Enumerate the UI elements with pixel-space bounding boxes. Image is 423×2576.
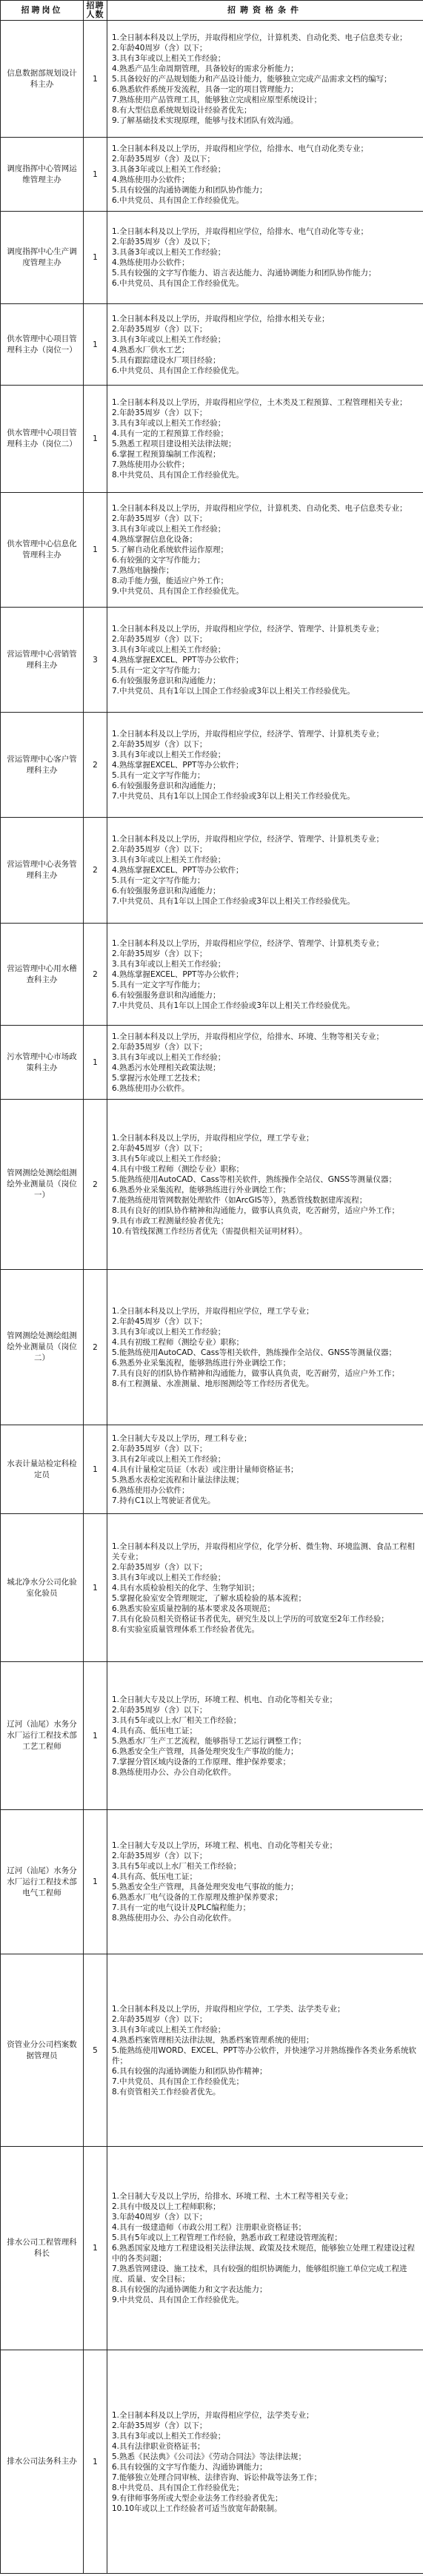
requirements-cell <box>107 1100 423 1270</box>
requirement-item: 8.中共党员、具有国企工作经验优先。 <box>112 471 244 480</box>
requirement-item: 1.全日制本科及以上学历，并取得相应学位，经济学、管理学、计算机类专业； <box>112 835 384 844</box>
requirement-item: 6.熟悉国家及地方工程建设相关法律法规、政策及技术规范，能够独立处理工程建设过程中的各类问题； <box>112 2244 416 2263</box>
requirement-item: 6.中共党员、具有国企工作经验优先。 <box>112 279 244 288</box>
requirement-item: 5.熟悉《民法典》《公司法》《劳动合同法》等法律法规； <box>112 2452 307 2461</box>
position-cell: 营运管理中心表务管理科主办 <box>1 818 84 924</box>
table-row <box>1 1514 423 1662</box>
requirement-item: 1.全日制本科及以上学历，并取得相应学位，法学类专业； <box>112 2410 314 2420</box>
requirement-item: 4.具有初级工程师（测绘专业）职称； <box>112 1337 244 1347</box>
position-cell: 城北净水分公司化验室化验员 <box>1 1514 84 1662</box>
position-cell: 供水管理中心项目管理科主办（岗位二） <box>1 386 84 493</box>
requirement-item: 8.有资管相关工作经验者优先。 <box>112 2087 221 2096</box>
requirement-item: 1.全日制本科及以上学历，并取得相应学位，给排水、电气自动化类专业； <box>112 144 369 153</box>
position-cell: 管网测绘处测绘组测绘外业测量员（岗位二） <box>1 1270 84 1425</box>
requirement-item: 2.年龄35周岁（含）以下； <box>112 634 207 644</box>
position-cell: 调度指挥中心管网运维管理主办 <box>1 138 84 212</box>
table-header-row <box>1 1 423 21</box>
count-cell: 2 <box>84 818 107 924</box>
count-cell: 1 <box>84 304 107 386</box>
requirement-item: 6.熟悉水厂电气设备的工作原理及维护保养要求； <box>112 1893 283 1902</box>
requirements-cell <box>107 818 423 924</box>
position-cell: 供水管理中心信息化管理科主办 <box>1 493 84 608</box>
position-cell: 污水管理中心市场政策科主办 <box>1 1026 84 1100</box>
requirement-item: 9.有律师事务所或大型企业法务工作经验者优先； <box>112 2493 283 2503</box>
requirement-item: 6.有较强服务意识和沟通能力； <box>112 990 221 1000</box>
requirement-item: 3.具有3年或以上相关工作经验； <box>112 959 226 969</box>
requirements-cell <box>107 1514 423 1662</box>
requirements-cell <box>107 21 423 138</box>
count-cell: 1 <box>84 2147 107 2350</box>
requirement-item: 1.全日制大专及以上学历，给排水、环境工程、土木工程等相关专业； <box>112 2192 353 2201</box>
requirement-item: 4.熟练掌握EXCEL、PPT等办公软件； <box>112 760 244 770</box>
count-cell: 1 <box>84 386 107 493</box>
requirement-item: 1.全日制本科及以上学历，并取得相应学位，给排水相关专业； <box>112 314 330 323</box>
requirement-item: 2.年龄35周岁（含）以下； <box>112 2421 207 2430</box>
requirement-item: 3.具有3年或以上相关工作经验； <box>112 2025 226 2034</box>
requirement-item: 4.熟练掌握EXCEL、PPT等办公软件； <box>112 969 244 979</box>
requirement-item: 5.能熟练使用WORD、EXCEL、PPT等办公软件，并快速学习并熟练操作各类业务系统软件； <box>112 2045 417 2065</box>
requirement-item: 7.持有C1以上驾驶证者优先。 <box>112 1496 216 1505</box>
count-cell: 5 <box>84 1954 107 2147</box>
count-cell: 1 <box>84 138 107 212</box>
requirement-item: 3.具有3年或以上相关工作经验； <box>112 419 226 428</box>
requirement-item: 7.能够独立处理合同审核、法律咨询、诉讼仲裁等法务工作； <box>112 2472 322 2482</box>
requirement-item: 8.具有良好的团队协作精神和沟通能力，做事认真负责，吃苦耐劳，适应户外工作； <box>112 1205 400 1215</box>
header-count: 招聘人数 <box>84 1 107 21</box>
requirement-item: 3.具有5年或以上相关工作经验； <box>112 1154 226 1163</box>
requirement-item: 5.具有一定文字写作能力； <box>112 770 205 780</box>
requirement-item: 2.年龄45周岁（含）以下； <box>112 1143 207 1153</box>
requirement-item: 6.中共党员、具有国企工作经验优先。 <box>112 366 244 375</box>
requirements-cell <box>107 713 423 818</box>
requirement-item: 4.熟悉档案管理相关法律法规，熟悉档案管理系统的使用； <box>112 2035 314 2045</box>
requirement-item: 3.具有3年或以上相关工作经验； <box>112 1327 226 1336</box>
requirement-item: 2.年龄35周岁（含）以下； <box>112 949 207 958</box>
requirement-item: 7.掌握分管区域内设备的工作原理、维护保养要求； <box>112 1757 291 1766</box>
requirement-item: 5.具有一定文字写作能力； <box>112 980 205 989</box>
requirement-item: 4.熟练掌握信息化设备； <box>112 535 198 544</box>
requirement-item: 7.中共党员、具有国企工作经验优先； <box>112 2076 244 2086</box>
requirement-item: 7.中共党员、具有1年以上国企工作经验或3年以上相关工作经验优先。 <box>112 686 355 696</box>
requirements-cell <box>107 608 423 713</box>
requirement-item: 2.年龄35周岁（含）以下； <box>112 845 207 854</box>
requirement-item: 2.年龄35周岁（含）以下； <box>112 1562 207 1572</box>
table-row <box>1 212 423 304</box>
requirement-item: 7.中共党员、具有1年以上国企工作经验或3年以上相关工作经验优先。 <box>112 1001 355 1010</box>
requirement-item: 2.年龄35周岁（含）及以下； <box>112 154 215 164</box>
position-cell: 营运管理中心营销管理科主办 <box>1 608 84 713</box>
requirements-cell <box>107 212 423 304</box>
requirement-item: 1.全日制本科及以上学历，并取得相应学位，经济学、管理学、计算机类专业； <box>112 624 384 633</box>
requirement-item: 6.熟悉安全生产管理，具备处理突发生产事故的能力； <box>112 1746 299 1756</box>
requirement-item: 5.熟悉工程项目建设相关法律法规； <box>112 440 236 448</box>
requirement-item: 3.具有5年或以上水厂相关工作经验； <box>112 1862 242 1871</box>
requirement-item: 8.有实验室质量管理体系工作经验者优先。 <box>112 1624 260 1634</box>
requirement-item: 7.熟练使用办公软件； <box>112 460 190 469</box>
requirement-item: 1.全日制大专及以上学历，环境工程、机电、自动化等相关专业； <box>112 1841 338 1850</box>
requirement-item: 3.具有5年或以上水厂相关工作经验； <box>112 1715 242 1725</box>
requirement-item: 6.熟悉外业采集流程，能够熟练进行外业调绘工作； <box>112 1358 291 1368</box>
position-cell: 信息数据部规划设计科主办 <box>1 21 84 138</box>
requirement-item: 3.具有3年或以上相关工作经验； <box>112 53 226 63</box>
table-row <box>1 1810 423 1954</box>
requirement-item: 1.全日制本科及以上学历，并取得相应学位，计算机类、自动化类、电子信息类专业； <box>112 504 407 513</box>
header-position: 招聘岗位 <box>1 1 84 21</box>
requirement-item: 3.具备3年或以上相关工作经验； <box>112 248 226 257</box>
table-body <box>1 21 423 2574</box>
requirement-item: 4.熟练使用办公软件； <box>112 258 190 267</box>
table-row <box>1 818 423 924</box>
requirement-item: 1.全日制本科及以上学历，并取得相应学位，计算机类、自动化类、电子信息类专业； <box>112 33 407 42</box>
requirement-item: 1.全日制本科及以上学历，并取得相应学位，理工学专业； <box>112 1133 314 1143</box>
requirement-item: 5.掌握污水处理工艺技术； <box>112 1073 205 1083</box>
requirement-item: 2.年龄35周岁（含）以下； <box>112 1042 207 1052</box>
table-row <box>1 1662 423 1810</box>
requirement-item: 10.10年或以上工作经验者可适当放宽年龄限制。 <box>112 2503 282 2513</box>
requirement-item: 4.熟练掌握EXCEL、PPT等办公软件； <box>112 655 244 665</box>
requirement-item: 2.年龄35周岁（含）以下； <box>112 1705 207 1715</box>
requirement-item: 7.中共党员、具有1年以上国企工作经验或3年以上相关工作经验优先。 <box>112 897 355 906</box>
requirement-item: 8.具有较强的沟通协调能力和文字表达能力； <box>112 2285 267 2294</box>
requirement-item: 4.熟练使用办公软件； <box>112 175 190 184</box>
requirement-item: 4.具有中级工程师（测绘专业）职称； <box>112 1164 244 1174</box>
requirement-item: 5.熟悉水表检定流程和计量法律法规； <box>112 1475 244 1484</box>
requirement-item: 2.年龄35周岁（含）以下； <box>112 2014 207 2024</box>
requirement-item: 1.全日制大专及以上学历，理工科专业； <box>112 1433 252 1443</box>
requirements-cell <box>107 138 423 212</box>
requirement-item: 2.年龄35周岁（含）以下； <box>112 324 207 334</box>
count-cell: 3 <box>84 608 107 713</box>
requirement-item: 8.有工程测量、水准测量、地形图测绘等工作经历者优先。 <box>112 1379 314 1388</box>
requirement-item: 7.具有一定的电气设计及PLC编程能力； <box>112 1903 251 1912</box>
requirements-cell <box>107 1026 423 1100</box>
requirement-item: 6.熟悉软件系统开发流程，具备一定的项目管理能力； <box>112 84 299 94</box>
requirement-item: 8.中共党员、具有国企工作经验优先； <box>112 2483 244 2492</box>
requirement-item: 3.具有3年或以上相关工作经验； <box>112 750 226 759</box>
requirements-cell <box>107 1662 423 1810</box>
requirement-item: 5.具有较强的沟通协调能力和团队协作能力； <box>112 185 267 195</box>
requirement-item: 8.熟练使用办公、办公自动化软件。 <box>112 1914 236 1923</box>
requirements-cell <box>107 386 423 493</box>
requirement-item: 2.年龄35周岁（含）以下； <box>112 1852 207 1860</box>
requirement-item: 4.具有高、低压电工证； <box>112 1872 198 1881</box>
requirement-item: 3.年龄40周岁（含）以下； <box>112 2213 207 2222</box>
table-row <box>1 1425 423 1514</box>
count-cell: 1 <box>84 493 107 608</box>
requirement-item: 6.熟练使用办公软件； <box>112 1485 190 1495</box>
requirement-item: 2.年龄35周岁（含）及以下； <box>112 238 215 246</box>
requirement-item: 5.能熟练使用AutoCAD、Cass等相关软件，熟练操作全站仪、GNSS等测量仪器； <box>112 1174 397 1184</box>
requirement-item: 5.熟悉安全生产管理，具备处理突发电气事故的能力； <box>112 1883 299 1891</box>
requirement-item: 7.熟练电脑操作； <box>112 566 174 575</box>
requirement-item: 2.年龄35周岁（含）以下； <box>112 1444 207 1453</box>
requirement-item: 5.了解自动化系统软件运作原理； <box>112 545 229 554</box>
count-cell: 1 <box>84 1026 107 1100</box>
position-cell: 排水公司法务科主办 <box>1 2350 84 2574</box>
requirement-item: 9.具有市政工程测量经验者优先； <box>112 1216 229 1225</box>
requirement-item: 5.掌握化验室安全管理规定，了解水质检验的基本流程； <box>112 1593 307 1603</box>
requirement-item: 2.年龄40周岁（含）以下； <box>112 43 207 53</box>
requirement-item: 7.具有良好的团队协作精神和沟通能力，做事认真负责，吃苦耐劳，适应户外工作； <box>112 1368 400 1378</box>
requirement-item: 3.具有3年或以上相关工作经验； <box>112 1052 226 1062</box>
requirement-item: 3.具有2年或以上相关工作经验； <box>112 1454 226 1464</box>
requirements-cell <box>107 924 423 1026</box>
requirement-item: 4.具有高、低压电工证； <box>112 1726 198 1735</box>
requirements-cell <box>107 2350 423 2574</box>
requirement-item: 8.有大型信息系统规划设计经验者优先； <box>112 105 252 115</box>
position-cell: 管网测绘处测绘组测绘外业测量员（岗位一） <box>1 1100 84 1270</box>
requirement-item: 4.具有一定的工程预算工作经验； <box>112 429 229 438</box>
requirement-item: 2.年龄45周岁（含）以下； <box>112 1316 207 1326</box>
table-row <box>1 924 423 1026</box>
position-cell: 排水公司工程管理科科长 <box>1 2147 84 2350</box>
requirements-cell <box>107 1810 423 1954</box>
position-cell: 调度指挥中心生产调度管理主办 <box>1 212 84 304</box>
requirement-item: 6.有较强的文字写作能力； <box>112 556 205 565</box>
table-row <box>1 138 423 212</box>
requirement-item: 6.有较强服务意识和沟通能力； <box>112 887 221 895</box>
requirement-item: 6.有较强服务意识和沟通能力； <box>112 781 221 790</box>
requirement-item: 5.具有一定文字写作能力； <box>112 876 205 885</box>
requirement-item: 1.全日制本科及以上学历，并取得相应学位，经济学、管理学、计算机类专业； <box>112 729 384 739</box>
table-row <box>1 1954 423 2147</box>
requirement-item: 1.全日制本科及以上学历，并取得相应学位，理工学专业； <box>112 1306 314 1316</box>
requirement-item: 8.动手能力强，能适应户外工作； <box>112 576 229 585</box>
requirement-item: 3.具备3年或以上相关工作经验； <box>112 164 226 174</box>
header-requirements: 招聘资格条件 <box>107 1 423 21</box>
requirement-item: 9.中共党员、具有国企工作经验优先。 <box>112 587 244 596</box>
requirement-item: 4.具有法律职业资格证书； <box>112 2441 205 2451</box>
requirement-item: 4.熟悉污水处理相关政策法规； <box>112 1063 221 1072</box>
requirement-item: 2.年龄35周岁（含）以下； <box>112 514 207 523</box>
count-cell: 1 <box>84 21 107 138</box>
requirement-item: 4.熟悉水厂供水工艺； <box>112 345 190 354</box>
requirement-item: 5.熟悉水厂生产工艺流程，能够指导工艺运行调整工作； <box>112 1736 307 1746</box>
requirement-item: 1.全日制大专及以上学历，环境工程、机电、自动化等相关专业； <box>112 1695 338 1704</box>
table-row <box>1 608 423 713</box>
requirement-item: 5.具有一定文字写作能力； <box>112 665 205 675</box>
requirement-item: 5.能熟练使用AutoCAD、Cass等相关软件，熟练操作全站仪、GNSS等测量仪器； <box>112 1348 397 1357</box>
requirement-item: 7.能熟练使用管网数据处理软件（如ArcGIS等），熟悉管线数据建库流程； <box>112 1195 367 1205</box>
count-cell: 2 <box>84 713 107 818</box>
count-cell: 1 <box>84 212 107 304</box>
requirements-cell <box>107 1270 423 1425</box>
count-cell: 1 <box>84 1662 107 1810</box>
requirements-cell <box>107 304 423 386</box>
requirement-item: 7.熟悉管网建设、施工技术，具有较强的组织协调能力，能够组织施工单位完成工程进度、质量、安全目标； <box>112 2264 407 2284</box>
requirement-item: 6.具有较强的沟通协调能力和团队协作精神； <box>112 2066 267 2076</box>
requirement-item: 4.具有水质检验相关的化学、生物学知识； <box>112 1583 260 1593</box>
table-row <box>1 493 423 608</box>
requirement-item: 5.具有5年或以上工程管理工作经验，熟悉市政工程建设管理流程； <box>112 2233 342 2242</box>
requirements-cell <box>107 493 423 608</box>
table-row <box>1 21 423 138</box>
requirement-item: 9.了解基础技术实现原理，能够与技术团队有效沟通。 <box>112 115 299 125</box>
requirement-item: 9.中共党员、具有国企工作经验优先。 <box>112 2296 244 2304</box>
table-row <box>1 713 423 818</box>
requirements-cell <box>107 1425 423 1514</box>
requirement-item: 6.中共党员、具有国企工作经验优先。 <box>112 195 244 205</box>
requirement-item: 5.具有较强的文字写作能力、语言表达能力、沟通协调能力和团队协作能力； <box>112 269 376 278</box>
requirement-item: 6.掌握工程预算编制工作流程； <box>112 450 221 459</box>
requirements-cell <box>107 2147 423 2350</box>
requirement-item: 1.全日制本科及以上学历，并取得相应学位，给排水、电气自动化等专业； <box>112 227 369 236</box>
count-cell: 1 <box>84 2350 107 2574</box>
requirement-item: 6.熟悉实验室质量控制的基本要求及各项规范； <box>112 1604 276 1613</box>
requirement-item: 6.熟悉外业采集流程，能够熟练进行外业调绘工作； <box>112 1185 291 1194</box>
requirement-item: 10.有管线探测工作经历者优先（需提供相关证明材料）。 <box>112 1226 307 1236</box>
requirement-item: 8.熟练使用办公、办公自动化软件。 <box>112 1767 236 1777</box>
requirement-item: 4.熟悉产品生命周期管理，具备较好的需求分析能力； <box>112 64 299 73</box>
requirement-item: 7.具有化验员相关资格证书者优先，研究生及以上学历的可放宽至2年工作经验； <box>112 1614 389 1624</box>
requirement-item: 1.全日制本科及以上学历，并取得相应学位，化学分析、微生物、环境监测、食品工程相关专业； <box>112 1541 416 1561</box>
requirement-item: 3.具有3年或以上相关工作经验； <box>112 525 226 534</box>
table-row <box>1 2350 423 2574</box>
requirement-item: 4.具有计量检定员证（水表）或注册计量师资格证书； <box>112 1464 299 1474</box>
table-row <box>1 304 423 386</box>
requirement-item: 5.具备较好的产品规划能力和产品设计能力，能够独立完成产品需求文档的编写； <box>112 74 392 84</box>
position-cell: 辽河（汕尾）水务分水厂运行工程技术部电气工程师 <box>1 1810 84 1954</box>
table-row <box>1 1270 423 1425</box>
position-cell: 营运管理中心用水稽查科主办 <box>1 924 84 1026</box>
requirement-item: 2.年龄35周岁（含）以下； <box>112 408 207 417</box>
count-cell: 2 <box>84 1270 107 1425</box>
table-row <box>1 386 423 493</box>
count-cell: 2 <box>84 1100 107 1270</box>
count-cell: 1 <box>84 1514 107 1662</box>
position-cell: 资管业分公司档案数据管理员 <box>1 1954 84 2147</box>
requirement-item: 4.熟练掌握EXCEL、PPT等办公软件； <box>112 866 244 875</box>
requirement-item: 4.具有一级建造师（市政公用工程）注册职业资格证书； <box>112 2223 307 2232</box>
requirement-item: 2.年龄35周岁（含）以下； <box>112 739 207 749</box>
requirement-item: 1.全日制本科及以上学历，并取得相应学位，给排水、环境、生物等相关专业； <box>112 1032 384 1041</box>
count-cell: 1 <box>84 1810 107 1954</box>
requirement-item: 6.具有较强的文字写作能力、沟通协调能力； <box>112 2462 267 2472</box>
requirement-item: 3.具有3年或以上相关工作经验； <box>112 645 226 654</box>
requirement-item: 3.具有3年或以上相关工作经验； <box>112 334 226 344</box>
count-cell: 1 <box>84 1425 107 1514</box>
requirement-item: 1.全日制本科及以上学历，并取得相应学位，土木类及工程预算、工程管理相关专业； <box>112 398 407 407</box>
position-cell: 供水管理中心项目管理科主办（岗位一） <box>1 304 84 386</box>
requirement-item: 3.具有3年或以上相关工作经验； <box>112 2431 226 2441</box>
requirement-item: 3.具有3年或以上相关工作经验； <box>112 855 226 864</box>
requirement-item: 1.全日制本科及以上学历，并取得相应学位，经济学、管理学、计算机类专业； <box>112 938 384 948</box>
count-cell: 2 <box>84 924 107 1026</box>
requirement-item: 1.全日制本科及以上学历，并取得相应学位，工学类、法学类专业； <box>112 2004 345 2014</box>
table-row <box>1 1026 423 1100</box>
requirement-item: 2.具有中级及以上工程师职称； <box>112 2202 221 2211</box>
table-row <box>1 2147 423 2350</box>
requirement-item: 5.具有跟踪建设水厂项目经验； <box>112 355 221 365</box>
requirement-item: 7.熟练使用产品管理工具，能够独立完成相应原型系统设计； <box>112 95 322 104</box>
requirements-cell <box>107 1954 423 2147</box>
position-cell: 辽河（汕尾）水务分水厂运行工程技术部工艺工程师 <box>1 1662 84 1810</box>
requirement-item: 7.中共党员、具有1年以上国企工作经验或3年以上相关工作经验优先。 <box>112 791 355 801</box>
position-cell: 水表计量站检定科检定员 <box>1 1425 84 1514</box>
requirement-item: 6.有较强服务意识和沟通能力； <box>112 676 221 685</box>
position-cell: 营运管理中心客户管理科主办 <box>1 713 84 818</box>
table-row <box>1 1100 423 1270</box>
requirement-item: 3.具有3年或以上相关工作经验； <box>112 1573 226 1582</box>
requirement-item: 6.熟练使用办公软件。 <box>112 1083 190 1093</box>
